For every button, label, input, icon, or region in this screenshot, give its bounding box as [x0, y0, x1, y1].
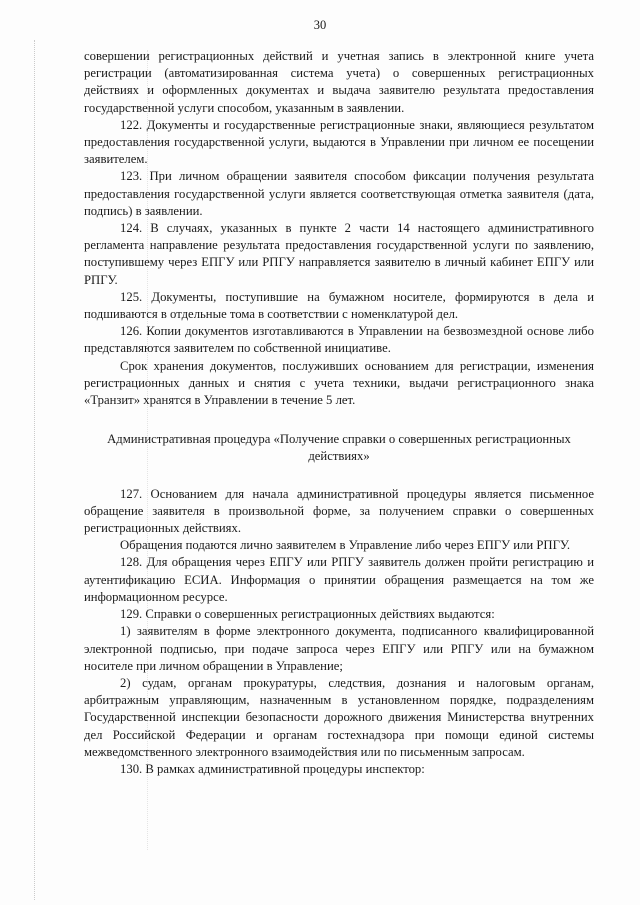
paragraph-123: 123. При личном обращении заявителя способом фиксации получения результата предоставления государственной услуги является соответствующая отметка заявителя (дата, подпись) в заявлении.: [84, 169, 594, 218]
paragraph-appeals: Обращения подаются лично заявителем в Управление либо через ЕПГУ или РПГУ.: [120, 538, 570, 553]
paragraph-125: 125. Документы, поступившие на бумажном носителе, формируются в дела и подшиваются в отдельные тома в соответствии с номенклатурой дел.: [84, 289, 594, 322]
paragraph-124: 124. В случаях, указанных в пункте 2 части 14 настоящего административного регламента направление результата предоставления государственной услуги по заявлению, поступившему через ЕПГУ или РПГУ направляется заявителю в личный кабинет ЕПГУ или РПГУ.: [84, 221, 594, 287]
section-heading: Административная процедура «Получение справки о совершенных регистрационных действиях»: [107, 432, 571, 464]
document-body: [84, 48, 594, 778]
paragraph-continuation: совершении регистрационных действий и учетная запись в электронной книге учета регистрации (автоматизированная система учета) о совершенных регистрационных действиях и оформленных документах и выдача заявителю результата предоставления государственной услуги способом, указанным в заявлении.: [84, 49, 594, 115]
paragraph-128: 128. Для обращения через ЕПГУ или РПГУ заявитель должен пройти регистрацию и аутентификацию ЕСИА. Информация о принятии обращения размещается на том же информационном ресурсе.: [84, 555, 594, 604]
paragraph-126: 126. Копии документов изготавливаются в Управлении на безвозмездной основе либо представляются заявителем по собственной инициативе.: [84, 324, 594, 356]
page-number: 30: [313, 18, 327, 32]
list-item-1: 1) заявителям в форме электронного документа, подписанного квалифицированной электронной подписью, при подаче запроса через ЕПГУ или РПГУ или на бумажном носителе при личном обращении в Управление;: [84, 624, 594, 673]
paragraph-122: 122. Документы и государственные регистрационные знаки, являющиеся результатом предоставления государственной услуги, выдаются в Управлении при личном ее посещении заявителем.: [84, 117, 594, 167]
paragraph-127: 127. Основанием для начала административной процедуры является письменное обращение заявителя в произвольной форме, за получением справки о совершенных регистрационных действиях.: [84, 486, 594, 536]
paragraph-130: 130. В рамках административной процедуры инспектор:: [120, 761, 425, 776]
paragraph-storage-period: Срок хранения документов, послуживших основанием для регистрации, изменения регистрационных данных и снятия с учета техники, выдачи регистрационного знака «Транзит» хранятся в Управлении в течение 5 лет.: [84, 358, 594, 408]
scan-artifact-line: [34, 40, 35, 900]
list-item-2: 2) судам, органам прокуратуры, следствия, дознания и налоговым органам, арбитражным управляющим, назначенным в установленном порядке, подразделениям Государственной инспекции безопасности дорожного движения Министерства внутренних дел Российской Федерации и органам гостехнадзора при помощи единой системы межведомственного электронного взаимодействия или по письменным запросам.: [84, 675, 594, 759]
paragraph-129: 129. Справки о совершенных регистрационных действиях выдаются:: [120, 607, 495, 622]
